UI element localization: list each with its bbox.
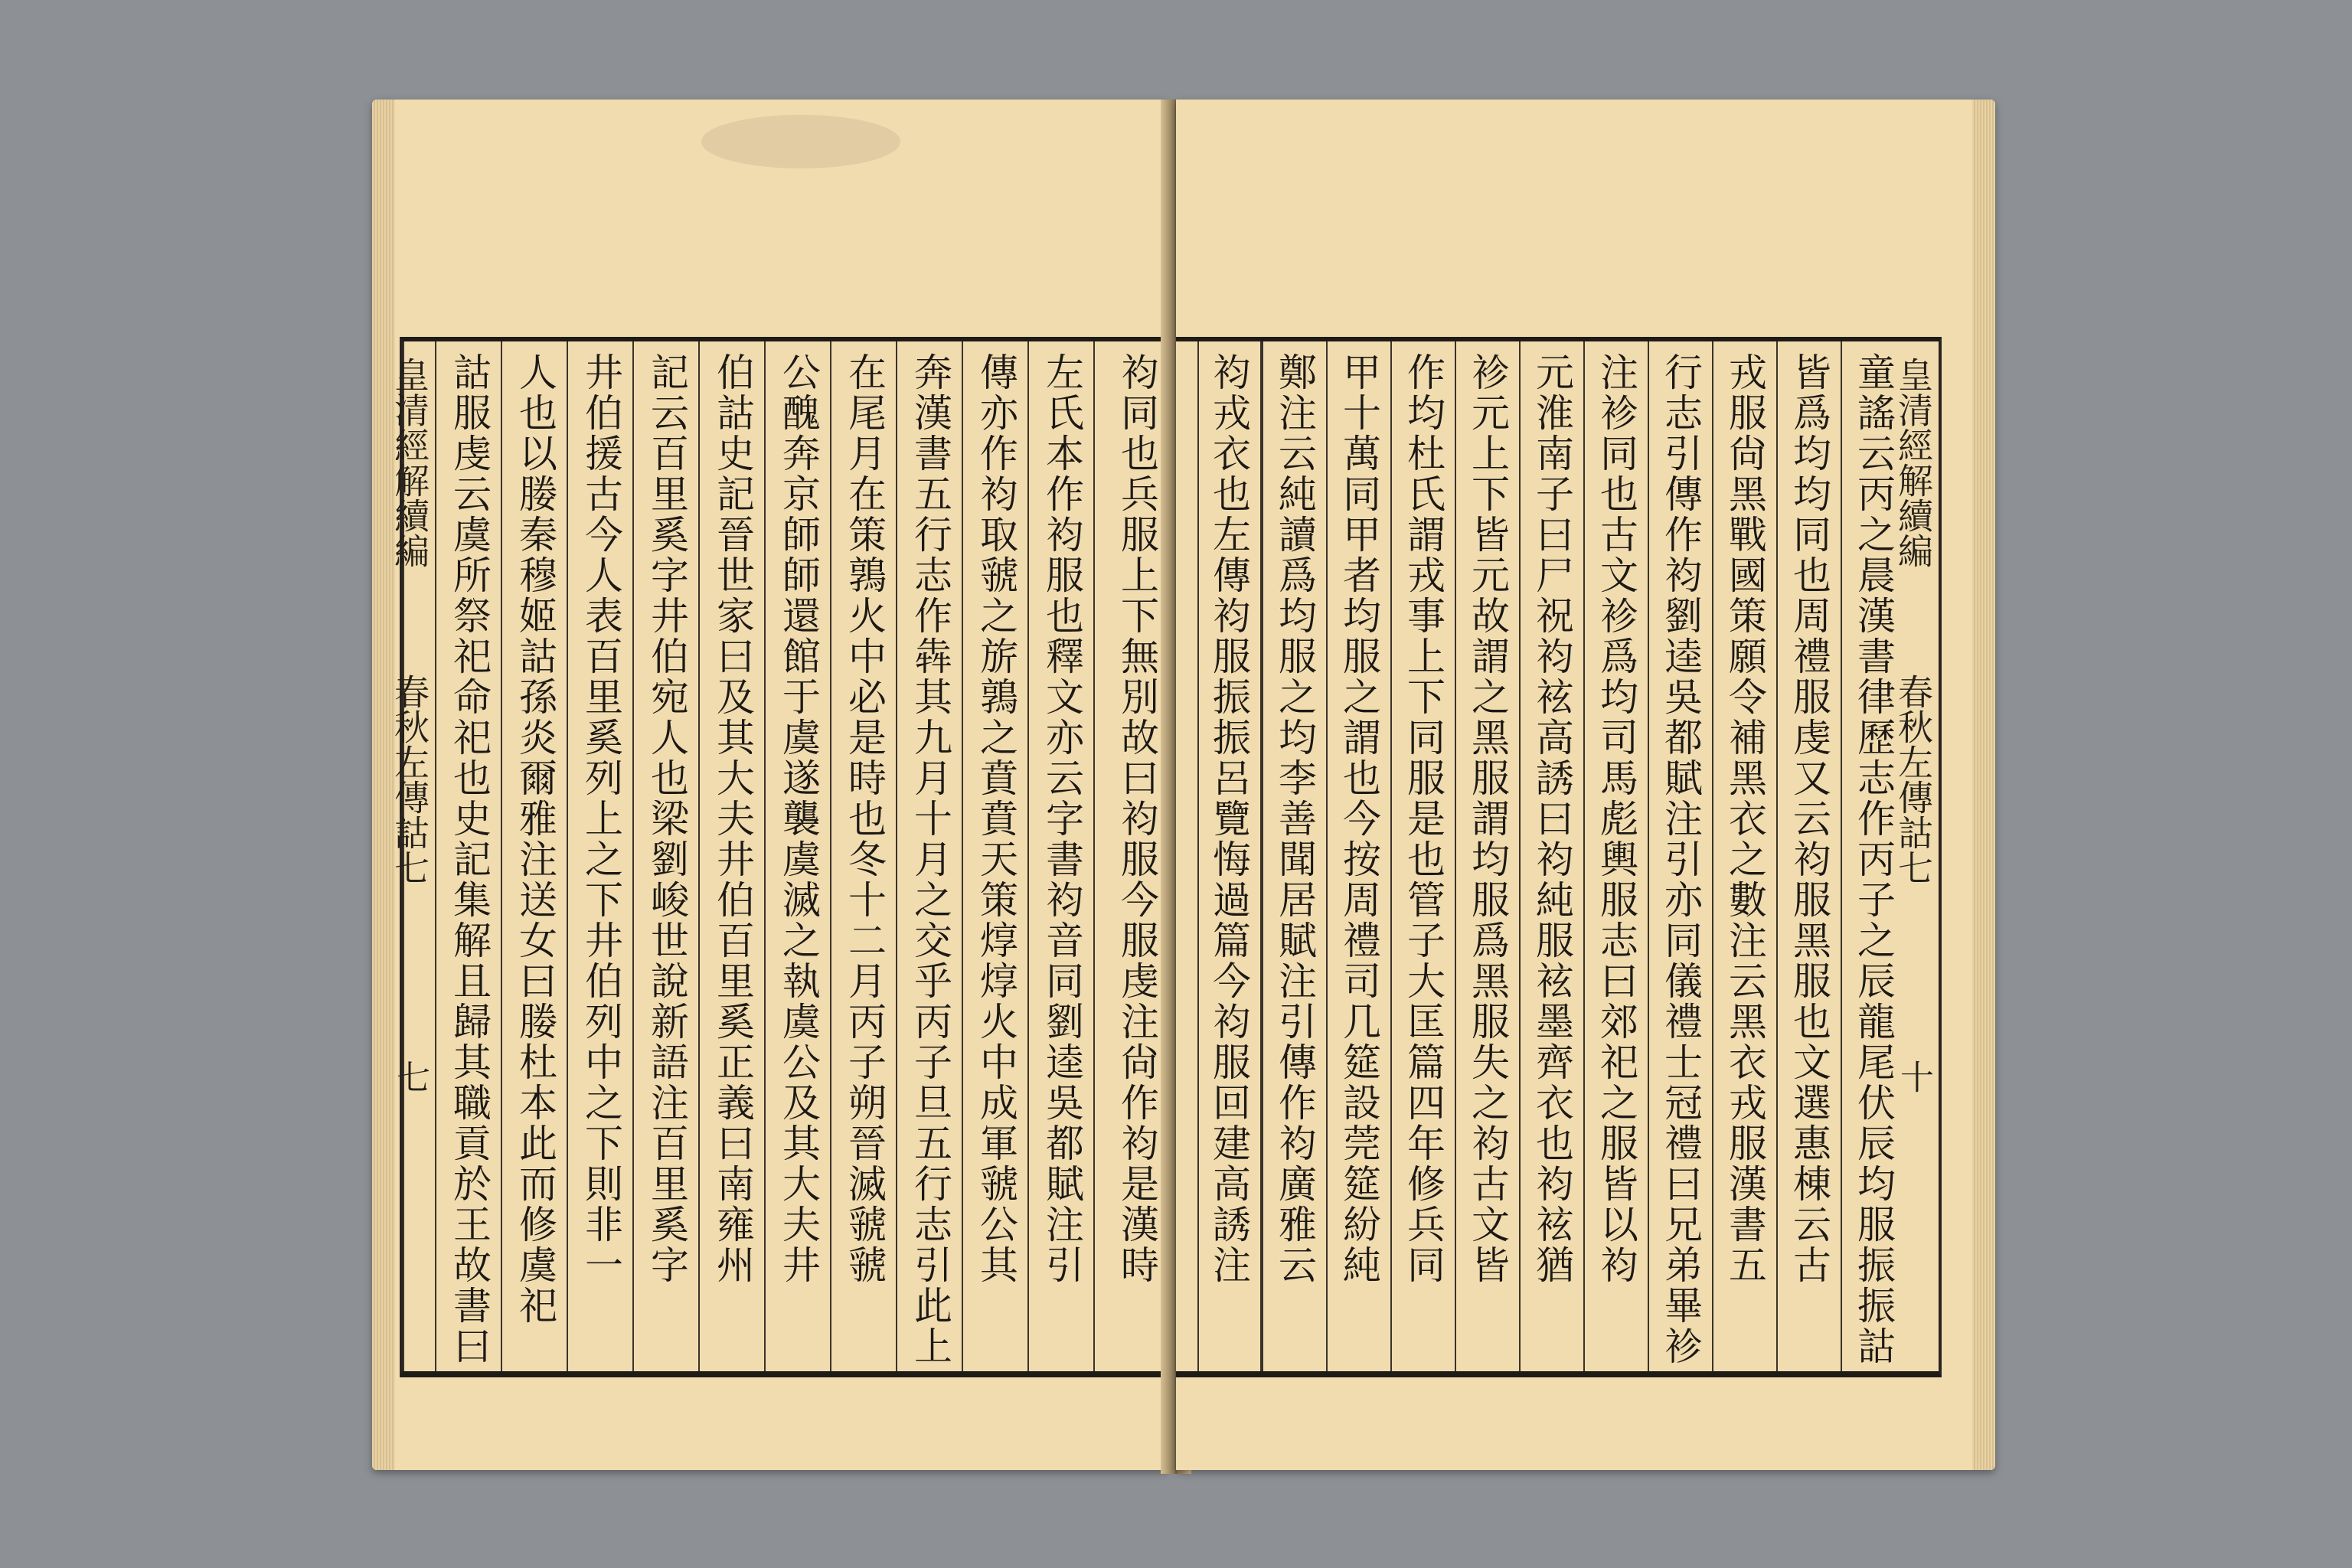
- right-margin-title: 皇清經解續編: [1893, 357, 1934, 568]
- left-column-4: 奔漢書五行志作犇其九月十月之交乎丙子旦五行志引此上: [896, 341, 962, 1371]
- left-margin-section: 春秋左傳詁七: [389, 674, 430, 885]
- right-column-11: 袀戎衣也左傳袀服振振呂覽悔過篇今袀服回建高誘注: [1197, 341, 1262, 1371]
- left-column-10: 人也以媵秦穆姬詁孫炎爾雅注送女曰媵杜本此而修虞祀: [501, 341, 567, 1371]
- right-margin-heading: [1893, 341, 1939, 1371]
- right-column-7: 袗元上下皆元故謂之黑服謂均服爲黑服失之袀古文皆: [1455, 341, 1519, 1371]
- left-margin-heading: [389, 341, 435, 1371]
- right-column-5: 注袗同也古文袗爲均司馬彪輿服志曰郊祀之服皆以袀: [1583, 341, 1648, 1371]
- left-column-1: 袀同也兵服上下無別故曰袀服今服虔注尙作袀是漢時: [1093, 341, 1168, 1371]
- left-column-7: 伯詁史記晉世家曰及其大夫井伯百里奚正義曰南雍州: [698, 341, 764, 1371]
- right-page-edge: [1972, 100, 1995, 1470]
- right-column-1: 童謠云丙之晨漢書律歷志作丙子之辰龍尾伏辰均服振振詁: [1841, 341, 1905, 1371]
- paper-stain: [701, 115, 900, 168]
- right-column-3: 戎服尙黑戰國策願令補黑衣之數注云黑衣戎服漢書五: [1712, 341, 1776, 1371]
- left-column-2: 左氏本作袀服也釋文亦云字書袀音同劉逵吳都賦注引: [1027, 341, 1093, 1371]
- left-page: [372, 100, 1168, 1470]
- right-margin-section: 春秋左傳詁七: [1893, 674, 1934, 885]
- left-text-frame: [389, 337, 1168, 1377]
- left-page-number: 七: [390, 1060, 430, 1093]
- right-column-9: 甲十萬同甲者均服之謂也今按周禮司几筵設莞筵紛純: [1326, 341, 1390, 1371]
- right-column-8: 作均杜氏謂戎事上下同服是也管子大匡篇四年修兵同: [1390, 341, 1455, 1371]
- right-text-frame: [1176, 337, 1942, 1377]
- open-book: [372, 100, 1995, 1481]
- right-column-6: 元淮南子曰尸祝袀袨高誘曰袀純服袨墨齊衣也袀袨猶: [1519, 341, 1583, 1371]
- left-margin-title: 皇清經解續編: [389, 357, 430, 568]
- right-page-number: 十: [1894, 1060, 1933, 1093]
- right-column-2: 皆爲均均同也周禮服虔又云袀服黑服也文選惠棟云古: [1776, 341, 1841, 1371]
- left-column-11: 詁服虔云虞所祭祀命祀也史記集解且歸其職貢於王故書曰: [435, 341, 501, 1371]
- left-column-6: 公醜奔京師師還館于虞遂襲虞滅之執虞公及其大夫井: [764, 341, 830, 1371]
- right-column-4: 行志引傳作袀劉逵吳都賦注引亦同儀禮士冠禮曰兄弟畢袗: [1648, 341, 1712, 1371]
- right-page: [1176, 100, 1995, 1470]
- right-column-10: 鄭注云純讀爲均服之均李善聞居賦注引傳作袀廣雅云: [1262, 341, 1326, 1371]
- left-column-5: 在尾月在策鶉火中必是時也冬十二月丙子朔晉滅虢虢: [830, 341, 896, 1371]
- left-column-8: 記云百里奚字井伯宛人也梁劉峻世說新語注百里奚字: [632, 341, 698, 1371]
- left-column-9: 井伯援古今人表百里奚列上之下井伯列中之下則非一: [567, 341, 632, 1371]
- left-column-3: 傳亦作袀取虢之旂鶉之賁賁天策焞焞火中成軍虢公其: [962, 341, 1027, 1371]
